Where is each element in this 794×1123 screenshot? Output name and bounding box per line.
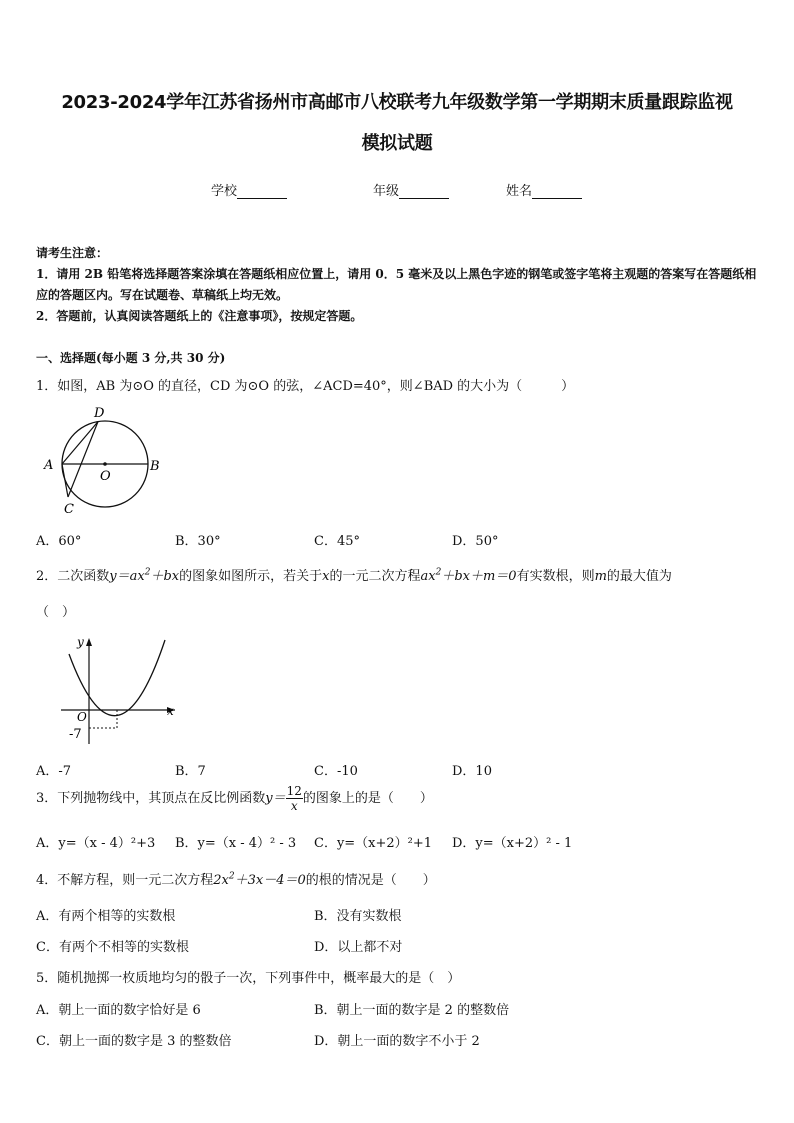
grade-field: [373, 180, 449, 199]
formula-quadratic: $y=ax^2+bx$: [109, 567, 180, 584]
school-field: [211, 180, 287, 199]
circle-figure: [38, 400, 168, 518]
q1-option-b[interactable]: B．30°: [175, 534, 221, 549]
q3-option-a[interactable]: A．y=（x - 4）²+3: [36, 836, 156, 851]
label-d: D: [94, 406, 105, 421]
question-1-stem: 1．如图，AB 为⊙O 的直径，CD 为⊙O 的弦，∠ACD=40°，则∠BAD 的大小为（ ）: [36, 379, 575, 394]
label-origin: O: [77, 710, 87, 724]
q3-option-d[interactable]: D．y=（x+2）² - 1: [452, 836, 573, 851]
q2-option-a[interactable]: A．-7: [36, 764, 72, 779]
label-x: x: [167, 704, 174, 718]
label-a: A: [44, 458, 54, 473]
formula-q4: $2x^2+3x-4=0$: [213, 871, 306, 888]
label-b: B: [150, 459, 160, 474]
name-field: [506, 180, 582, 199]
q3-option-b[interactable]: B．y=（x - 4）² - 3: [175, 836, 297, 851]
fraction-12-over-x: $\frac{12}{x}$: [286, 784, 302, 813]
q5-option-b[interactable]: B．朝上一面的数字是 2 的整数倍: [314, 1003, 510, 1018]
q1-option-a[interactable]: A．60°: [36, 534, 82, 549]
question-4-stem: 4．不解方程，则一元二次方程$2x^2+3x-4=0$的根的情况是（ ）: [36, 871, 436, 888]
name-label: 姓名: [506, 184, 533, 199]
center-point: [103, 462, 107, 466]
q5-option-a[interactable]: A．朝上一面的数字恰好是 6: [36, 1003, 201, 1018]
var-x: x: [322, 569, 330, 584]
notice-item-1: 1．请用 2B 铅笔将选择题答案涂填在答题纸相应位置上，请用 0．5 毫米及以上黑色字迹的钢笔或签字笔将主观题的答案写在答题纸相应的答题区内。写在试题卷、草稿纸上均无效。: [36, 267, 757, 302]
question-2-stem-line2: （ ）: [36, 605, 76, 620]
notice-item-2: 2．答题前，认真阅读答题纸上的《注意事项》，按规定答题。: [36, 309, 363, 323]
chord-cd: [68, 422, 98, 497]
grade-label: 年级: [373, 184, 400, 199]
q3-option-c[interactable]: C．y=（x+2）²+1: [314, 836, 433, 851]
q5-option-c[interactable]: C．朝上一面的数字是 3 的整数倍: [36, 1034, 232, 1049]
formula-equation: $ax^2+bx+m=0$: [420, 567, 517, 584]
q4-option-d[interactable]: D．以上都不对: [314, 940, 403, 955]
q1-option-c[interactable]: C．45°: [314, 534, 360, 549]
grade-blank[interactable]: [399, 184, 449, 199]
school-label: 学校: [211, 184, 238, 199]
section-heading: 一、选择题(每小题 3 分,共 30 分): [36, 351, 226, 365]
question-2-stem: 2．二次函数$y=ax^2+bx$的图象如图所示，若关于x的一元二次方程$ax^2+bx+m=0$有实数根，则m的最大值为: [36, 567, 672, 584]
page-title-line2: 模拟试题: [361, 133, 433, 154]
notice-heading: 请考生注意：: [36, 246, 109, 260]
q5-option-d[interactable]: D．朝上一面的数字不小于 2: [314, 1034, 480, 1049]
label-o: O: [100, 469, 111, 484]
school-blank[interactable]: [237, 184, 287, 199]
q4-option-b[interactable]: B．没有实数根: [314, 909, 402, 924]
var-m: m: [594, 569, 607, 584]
label-y: y: [77, 635, 84, 649]
label-c: C: [64, 502, 74, 517]
q2-option-b[interactable]: B．7: [175, 764, 206, 779]
question-5-stem: 5．随机抛掷一枚质地均匀的骰子一次，下列事件中，概率最大的是（ ）: [36, 971, 461, 986]
q1-option-d[interactable]: D．50°: [452, 534, 499, 549]
segment-ac: [62, 464, 68, 497]
parabola-curve: [69, 640, 165, 716]
name-blank[interactable]: [532, 184, 582, 199]
q4-option-a[interactable]: A．有两个相等的实数根: [36, 909, 176, 924]
question-3-stem: 3．下列抛物线中，其顶点在反比例函数y＝ $\frac{12}{x}$ 的图象上的是（ ）: [36, 784, 433, 813]
q2-option-d[interactable]: D．10: [452, 764, 492, 779]
q2-option-c[interactable]: C．-10: [314, 764, 358, 779]
q4-option-c[interactable]: C．有两个不相等的实数根: [36, 940, 189, 955]
page-title: 2023-2024学年江苏省扬州市高邮市八校联考九年级数学第一学期期末质量跟踪监视: [61, 92, 733, 113]
label-min: -7: [69, 727, 82, 742]
parabola-figure: [55, 632, 185, 747]
